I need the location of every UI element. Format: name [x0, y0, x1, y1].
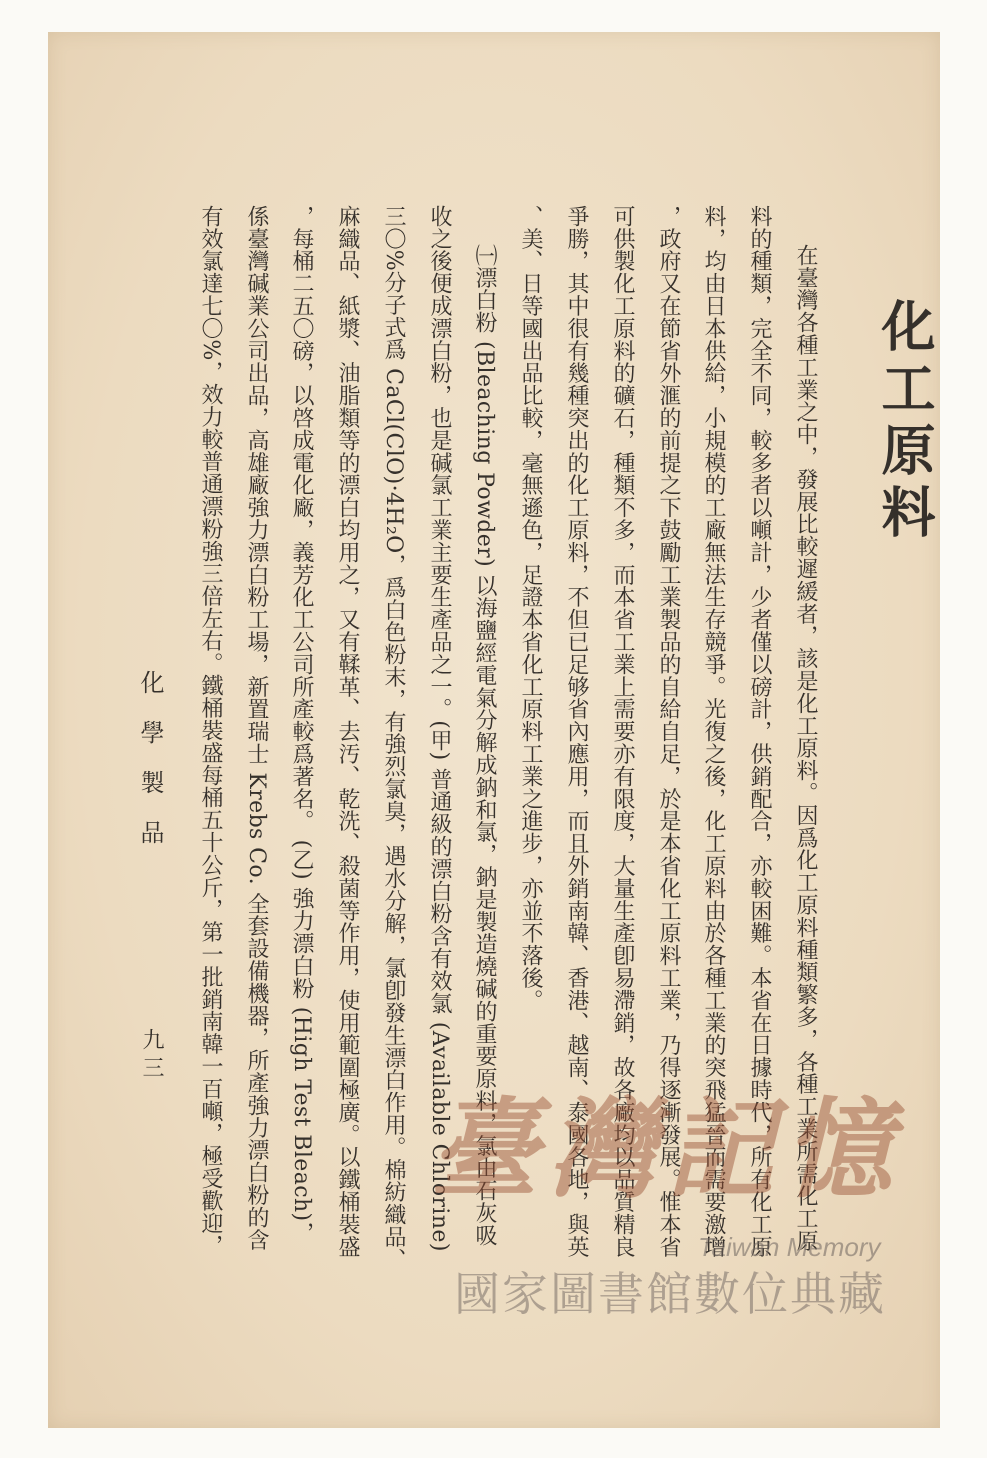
text-column-1: 在臺灣各種工業之中，發展比較遲緩者，該是化工原料。因爲化工原料種類繁多，各種工業所需化工原: [793, 244, 818, 1252]
text-column-11: 麻織品、紙漿、油脂類等的漂白均用之，又有鞣革、去汚、乾洗、殺菌等作用，使用範圍極廣。以鐵桶裝盛: [335, 205, 360, 1258]
text-column-14: 有效氯達七〇%，效力較普通漂粉強三倍左右。鐵桶裝盛每桶五十公斤，第一批銷南韓一百噸，極受歡迎，: [198, 205, 223, 1257]
text-column-10: 三〇%分子式爲 CaCl(ClO)·4H₂O，爲白色粉末，有強烈氯臭，遇水分解，氯卽發生漂白作用。棉紡織品、: [381, 205, 406, 1271]
page-number: 九三: [139, 1028, 164, 1084]
text-column-4: ，政府又在節省外滙的前提之下鼓勵工業製品的自給自足，於是本省化工原料工業，乃得逐漸發展。惟本省: [656, 205, 681, 1258]
text-column-7: 、美、日等國出品比較，毫無遜色，足證本省化工原料工業之進步，亦並不落後。: [518, 205, 543, 1012]
text-column-3: 料，均由日本供給，小規模的工廠無法生存競爭。光復之後，化工原料由於各種工業的突飛猛晉而需要激增: [701, 205, 726, 1258]
watermark-institution: 國家圖書館數位典藏: [454, 1267, 886, 1321]
text-column-12: ，每桶二五〇磅，以啓成電化廠，義芳化工公司所產較爲著名。 (乙) 強力漂白粉 (High Test Bleach)，: [289, 205, 314, 1244]
text-column-5: 可供製化工原料的礦石，種類不多，而本省工業上需要亦有限度，大量生產卽易滯銷，故各廠均以品質精良: [610, 205, 635, 1258]
text-column-2: 料的種類，完全不同，較多者以噸計，少者僅以磅計，供銷配合，亦較困難。本省在日據時代，所有化工原: [747, 205, 772, 1258]
text-column-6: 爭勝，其中很有幾種突出的化工原料，不但已足够省內應用，而且外銷南韓、香港、越南、泰國各地，與英: [564, 205, 589, 1258]
text-column-8: ㈠漂白粉 (Bleaching Powder) 以海鹽經電氣分解成鈉和氯，鈉是製造燒碱的重要原料，氯由石灰吸: [472, 244, 497, 1247]
text-column-13: 係臺灣碱業公司出品，高雄廠強力漂白粉工場，新置瑞士 Krebs Co. 全套設備機器，所產強力漂白粉的含: [244, 205, 269, 1251]
watermark-english: Taiwan Memory: [698, 1232, 881, 1262]
watermark-logo-calligraphy: 臺灣記憶: [430, 1087, 903, 1213]
text-column-9: 收之後便成漂白粉，也是碱氯工業主要生產品之一。(甲) 普通級的漂白粉含有效氯 (Available Chlorine): [427, 205, 452, 1252]
running-footer: 化學製品: [136, 670, 164, 870]
section-title: 化工原料: [873, 298, 937, 546]
